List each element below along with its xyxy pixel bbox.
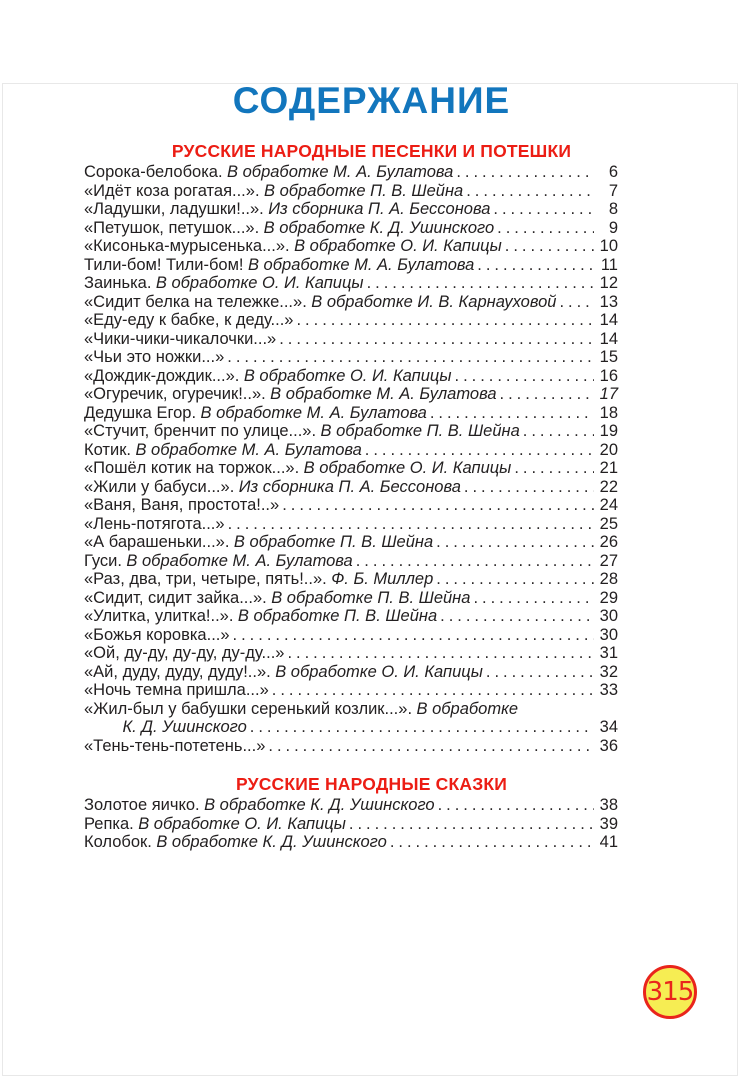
entry-page-number: 18 [599, 403, 618, 422]
toc-entry [84, 815, 618, 834]
entry-editor: Ф. Б. Миллер [331, 570, 434, 588]
dot-leader [367, 274, 594, 293]
dot-leader [356, 552, 594, 571]
page-title: СОДЕРЖАНИЕ [232, 80, 511, 121]
entry-editor: В обработке М. А. Булатова [227, 163, 454, 181]
entry-page-number: 29 [599, 588, 618, 607]
entry-title: «Еду-еду к бабке, к деду...» [84, 311, 294, 329]
toc-entry [84, 459, 618, 478]
entry-title: «Тень-тень-потетень...» [84, 736, 266, 755]
entry-editor: В обработке М. А. Булатова [126, 551, 353, 570]
dot-leader [228, 515, 594, 534]
entry-editor: В обработке П. В. Шейна [271, 588, 471, 607]
entry-title: Котик. [84, 440, 132, 459]
toc-entry [84, 737, 618, 756]
dot-leader [430, 404, 594, 423]
entry-editor: В обработке О. И. Капицы [294, 237, 502, 255]
dot-leader [279, 330, 594, 349]
table-of-contents [0, 141, 743, 852]
entry-title: «Ой, ду-ду, ду-ду, ду-ду...» [84, 644, 285, 662]
entry-editor: В обработке М. А. Булатова [247, 255, 475, 274]
entry-page-number: 34 [599, 718, 618, 736]
entry-editor: В обработке М. А. Булатова [200, 403, 427, 422]
entry-title: «Ай, дуду, дуду, дуду!..». [84, 662, 271, 681]
dot-leader [438, 796, 594, 815]
entry-editor: В обработке М. А. Булатова [135, 440, 362, 459]
toc-entry [84, 163, 618, 182]
entry-page-number: 24 [599, 496, 618, 514]
entry-title: «Пошёл котик на торжок...». [84, 459, 300, 477]
dot-leader [233, 626, 594, 645]
dot-leader [466, 182, 594, 201]
entry-title: «Идёт коза рогатая...». [84, 181, 260, 200]
dot-leader [436, 570, 594, 589]
entry-page-number: 38 [599, 796, 618, 814]
entry-editor: В обработке К. Д. Ушинского [156, 833, 387, 851]
entry-title: «Сидит, сидит зайка...». [84, 588, 267, 607]
entry-title: «Жили у бабуси...». [84, 477, 235, 496]
toc-entry [84, 718, 618, 737]
toc-entry [84, 589, 618, 608]
entry-title: «Дождик-дождик...». [84, 366, 240, 385]
toc-entry [84, 626, 618, 645]
entry-page-number: 41 [599, 833, 618, 851]
entry-title: «Лень-потягота...» [84, 514, 225, 533]
entry-editor: В обработке К. Д. Ушинского [204, 796, 435, 814]
entry-editor: К. Д. Ушинского [122, 718, 247, 736]
entry-page-number: 17 [599, 385, 618, 403]
entry-page-number: 13 [599, 292, 618, 311]
entry-editor: В обработке О. И. Капицы [275, 662, 483, 681]
entry-title: «Кисонька-мурысенька...». [84, 237, 290, 255]
toc-entry [84, 681, 618, 700]
entry-page-number: 25 [599, 514, 618, 533]
entry-title: «Божья коровка...» [84, 625, 230, 644]
dot-leader [497, 219, 594, 238]
dot-leader [390, 833, 594, 852]
entry-page-number: 39 [599, 814, 618, 833]
entry-page-number: 28 [599, 570, 618, 588]
entry-title: Тили-бом! Тили-бом! [84, 255, 244, 274]
toc-entry [84, 796, 618, 815]
toc-entry [84, 607, 618, 626]
toc-entry [84, 330, 618, 349]
entry-title: «Сидит белка на тележке...». [84, 292, 307, 311]
entry-title: Гуси. [84, 551, 122, 570]
entry-page-number: 20 [599, 440, 618, 459]
entry-title: Репка. [84, 814, 134, 833]
entry-page-number: 14 [599, 311, 618, 329]
entry-title: Заинька. [84, 274, 152, 292]
toc-entry [84, 533, 618, 552]
dot-leader [436, 533, 594, 552]
page-number: 315 [646, 977, 694, 1007]
entry-editor: В обработке О. И. Капицы [155, 274, 364, 292]
entry-page-number: 19 [599, 422, 618, 440]
entry-editor: Из сборника П. А. Бессонова [268, 200, 491, 218]
toc-entry [84, 182, 618, 201]
dot-leader [296, 311, 594, 330]
section-2-entries [84, 796, 618, 852]
dot-leader [523, 422, 594, 441]
dot-leader [514, 459, 594, 478]
dot-leader [455, 367, 595, 386]
dot-leader [493, 200, 594, 219]
entry-page-number: 27 [599, 551, 618, 570]
toc-entry [84, 311, 618, 330]
page-number-badge [643, 965, 697, 1019]
dot-leader [440, 607, 594, 626]
entry-page-number: 30 [599, 625, 618, 644]
dot-leader [456, 163, 594, 182]
entry-title: «Чики-чики-чикалочки...» [84, 329, 277, 348]
entry-page-number: 12 [599, 274, 618, 292]
toc-entry [84, 256, 618, 275]
section-1-entries [84, 163, 618, 755]
dot-leader [505, 237, 594, 256]
dot-leader [287, 644, 594, 663]
entry-page-number: 15 [599, 348, 618, 366]
entry-title: «Ладушки, ладушки!..». [84, 200, 264, 218]
dot-leader [227, 348, 594, 367]
dot-leader [282, 496, 594, 515]
dot-leader [486, 663, 594, 682]
entry-page-number: 26 [599, 533, 618, 551]
dot-leader [349, 815, 594, 834]
entry-editor: В обработке П. В. Шейна [237, 607, 438, 625]
entry-editor: В обработке П. В. Шейна [320, 422, 520, 440]
entry-title: «Улитка, улитка!..». [84, 607, 234, 625]
entry-page-number: 21 [599, 459, 618, 477]
entry-title: «Петушок, петушок...». [84, 218, 260, 237]
toc-entry [84, 348, 618, 367]
toc-entry [84, 833, 618, 852]
toc-entry [84, 422, 618, 441]
entry-title: «А барашеньки...». [84, 533, 230, 551]
toc-entry [84, 441, 618, 460]
toc-entry [84, 570, 618, 589]
entry-title: Дедушка Егор. [84, 403, 197, 422]
entry-title: Колобок. [84, 833, 152, 851]
entry-editor: В обработке М. А. Булатова [270, 385, 497, 403]
toc-entry [84, 404, 618, 423]
entry-title: Сорока-белобока. [84, 163, 223, 181]
entry-editor: Из сборника П. А. Бессонова [238, 477, 461, 496]
toc-entry [84, 274, 618, 293]
dot-leader [250, 718, 594, 737]
entry-page-number: 33 [599, 681, 618, 699]
toc-entry [84, 515, 618, 534]
entry-page-number: 8 [608, 200, 618, 218]
entry-editor: В обработке И. В. Карнауховой [311, 292, 557, 311]
entry-editor: В обработке О. И. Капицы [303, 459, 512, 477]
entry-editor: В обработке [416, 699, 519, 718]
entry-page-number: 11 [600, 255, 618, 274]
toc-entry [84, 552, 618, 571]
toc-entry [84, 496, 618, 515]
entry-page-number: 7 [608, 181, 618, 200]
entry-editor: В обработке О. И. Капицы [243, 366, 452, 385]
entry-page-number: 6 [608, 163, 618, 181]
entry-editor: В обработке О. И. Капицы [138, 814, 346, 833]
entry-title: «Стучит, бренчит по улице...». [84, 422, 317, 440]
entry-page-number: 31 [599, 644, 618, 662]
entry-page-number: 36 [599, 736, 618, 755]
entry-page-number: 16 [599, 366, 618, 385]
section-heading-2: РУССКИЕ НАРОДНЫЕ СКАЗКИ [235, 774, 508, 794]
entry-editor: В обработке П. В. Шейна [263, 181, 464, 200]
entry-page-number: 30 [599, 607, 618, 625]
toc-entry [84, 644, 618, 663]
dot-leader [559, 293, 594, 312]
dot-leader [268, 737, 594, 756]
entry-title: «Ваня, Ваня, простота!..» [84, 496, 280, 514]
dot-leader [464, 478, 594, 497]
entry-page-number: 14 [599, 329, 618, 348]
entry-editor: В обработке К. Д. Ушинского [263, 218, 495, 237]
dot-leader [477, 256, 594, 275]
entry-editor: В обработке П. В. Шейна [233, 533, 434, 551]
entry-title: «Раз, два, три, четыре, пять!..». [84, 570, 327, 588]
toc-entry [84, 478, 618, 497]
toc-entry [84, 385, 618, 404]
entry-page-number: 32 [599, 662, 618, 681]
entry-title: «Чьи это ножки...» [84, 348, 225, 366]
entry-page-number: 10 [599, 237, 618, 255]
toc-entry [84, 237, 618, 256]
dot-leader [500, 385, 595, 404]
entry-page-number: 9 [608, 218, 618, 237]
toc-entry [84, 367, 618, 386]
toc-entry [84, 200, 618, 219]
entry-title: «Жил-был у бабушки серенький козлик...». [84, 699, 413, 718]
entry-title: Золотое яичко. [84, 796, 200, 814]
toc-entry [84, 700, 618, 719]
dot-leader [272, 681, 594, 700]
toc-entry [84, 663, 618, 682]
entry-page-number: 22 [599, 477, 618, 496]
dot-leader [473, 589, 594, 608]
toc-entry [84, 219, 618, 238]
dot-leader [365, 441, 594, 460]
section-heading-1: РУССКИЕ НАРОДНЫЕ ПЕСЕНКИ И ПОТЕШКИ [171, 141, 572, 161]
entry-title: «Огуречик, огуречик!..». [84, 385, 266, 403]
entry-title: «Ночь темна пришла...» [84, 681, 269, 699]
toc-entry [84, 293, 618, 312]
